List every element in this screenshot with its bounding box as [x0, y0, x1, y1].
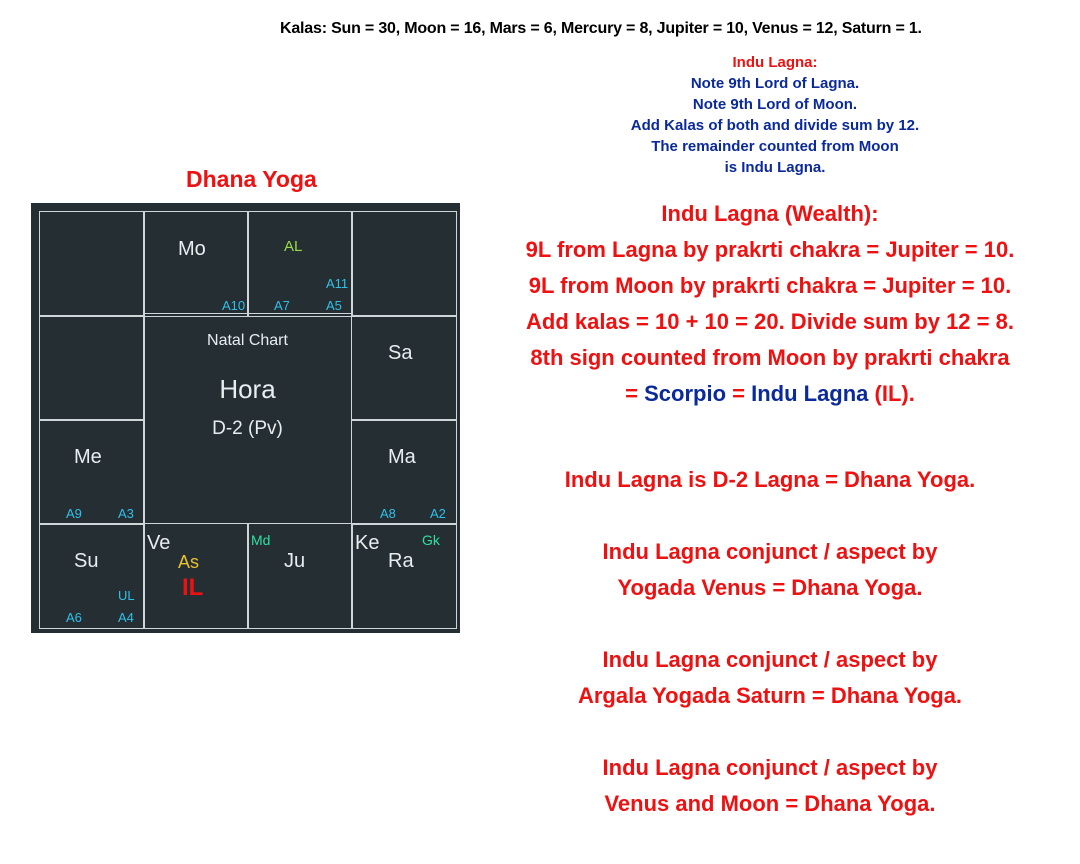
house-mo	[143, 211, 249, 317]
explanation-line: 9L from Moon by prakrti chakra = Jupiter = 10.	[528, 273, 1012, 298]
upapada-ul: UL	[118, 588, 135, 603]
ascendant-as: As	[178, 552, 200, 572]
mandi-md: Md	[251, 532, 271, 548]
yoga-statement	[480, 750, 1060, 822]
arudha-label: A11	[326, 276, 349, 291]
house-left-2	[39, 315, 145, 421]
indu-note-line: The remainder counted from Moon	[651, 138, 899, 155]
house-ma	[351, 419, 457, 525]
indu-lagna-il: IL	[182, 574, 204, 601]
planet-ra: Ra	[388, 550, 414, 572]
explanation-block	[480, 196, 1060, 412]
arudha-label: A5	[326, 298, 342, 313]
conclusion-suffix: (IL).	[868, 381, 915, 406]
yoga-line: Indu Lagna conjunct / aspect by	[602, 755, 938, 780]
arudha-label: A10	[222, 298, 246, 313]
yoga-statement	[480, 642, 1060, 714]
chart-center	[143, 313, 352, 524]
planet-me: Me	[74, 446, 102, 468]
arudha-label: A7	[274, 298, 290, 313]
conclusion-indu-lagna: Indu Lagna	[751, 381, 869, 406]
planet-sa: Sa	[388, 342, 413, 364]
explanation-line: 8th sign counted from Moon by prakrti chakra	[530, 345, 1010, 370]
conclusion-mid: =	[726, 381, 752, 406]
house-top-left	[39, 211, 145, 317]
arudha-lagna-al: AL	[284, 238, 303, 255]
indu-note-line: Note 9th Lord of Lagna.	[690, 75, 860, 92]
gnatikaraka-gk: Gk	[422, 532, 440, 548]
explanation-line: Add kalas = 10 + 10 = 20. Divide sum by 12 = 8.	[526, 309, 1014, 334]
yoga-statement	[480, 534, 1060, 606]
center-natal-chart: Natal Chart	[207, 332, 288, 349]
yoga-statement	[480, 462, 1060, 498]
explanation-heading: Indu Lagna (Wealth):	[661, 201, 879, 226]
yoga-line: Argala Yogada Saturn = Dhana Yoga.	[577, 683, 963, 708]
planet-mo: Mo	[178, 238, 206, 260]
arudha-label: A3	[118, 506, 134, 521]
yoga-line: Indu Lagna conjunct / aspect by	[602, 647, 938, 672]
indu-note-line: is Indu Lagna.	[724, 159, 826, 176]
arudha-label: A4	[118, 610, 134, 625]
indu-note-heading: Indu Lagna:	[732, 54, 818, 71]
indu-lagna-note	[600, 52, 950, 178]
house-top-right	[351, 211, 457, 317]
planet-su: Su	[74, 550, 99, 572]
indu-note-line: Note 9th Lord of Moon.	[692, 96, 858, 113]
house-sa	[351, 315, 457, 421]
natal-chart	[31, 203, 460, 633]
house-ve-lagna	[143, 523, 249, 629]
center-hora: Hora	[219, 374, 276, 404]
planet-ke: Ke	[355, 532, 380, 554]
center-division: D-2 (Pv)	[212, 418, 283, 439]
yoga-line: Indu Lagna is D-2 Lagna = Dhana Yoga.	[564, 467, 976, 492]
house-al	[247, 211, 353, 317]
chart-title: Dhana Yoga	[186, 166, 317, 192]
yoga-line: Venus and Moon = Dhana Yoga.	[604, 791, 936, 816]
conclusion-prefix: =	[625, 381, 645, 406]
arudha-label: A6	[66, 610, 82, 625]
yoga-line: Indu Lagna conjunct / aspect by	[602, 539, 938, 564]
explanation-conclusion	[480, 376, 1060, 412]
yoga-line: Yogada Venus = Dhana Yoga.	[617, 575, 923, 600]
house-ke-ra	[351, 523, 457, 629]
arudha-label: A8	[380, 506, 396, 521]
kalas-line: Kalas: Sun = 30, Moon = 16, Mars = 6, Mercury = 8, Jupiter = 10, Venus = 12, Saturn = 1.	[280, 20, 922, 37]
arudha-label: A9	[66, 506, 82, 521]
planet-ma: Ma	[388, 446, 416, 468]
house-me	[39, 419, 145, 525]
planet-ju: Ju	[284, 550, 306, 572]
conclusion-scorpio: Scorpio	[644, 381, 727, 406]
explanation-line: 9L from Lagna by prakrti chakra = Jupiter = 10.	[525, 237, 1015, 262]
arudha-label: A2	[430, 506, 446, 521]
planet-ve: Ve	[147, 532, 171, 554]
house-ju	[247, 523, 353, 629]
indu-note-line: Add Kalas of both and divide sum by 12.	[630, 117, 920, 134]
house-su	[39, 523, 145, 629]
